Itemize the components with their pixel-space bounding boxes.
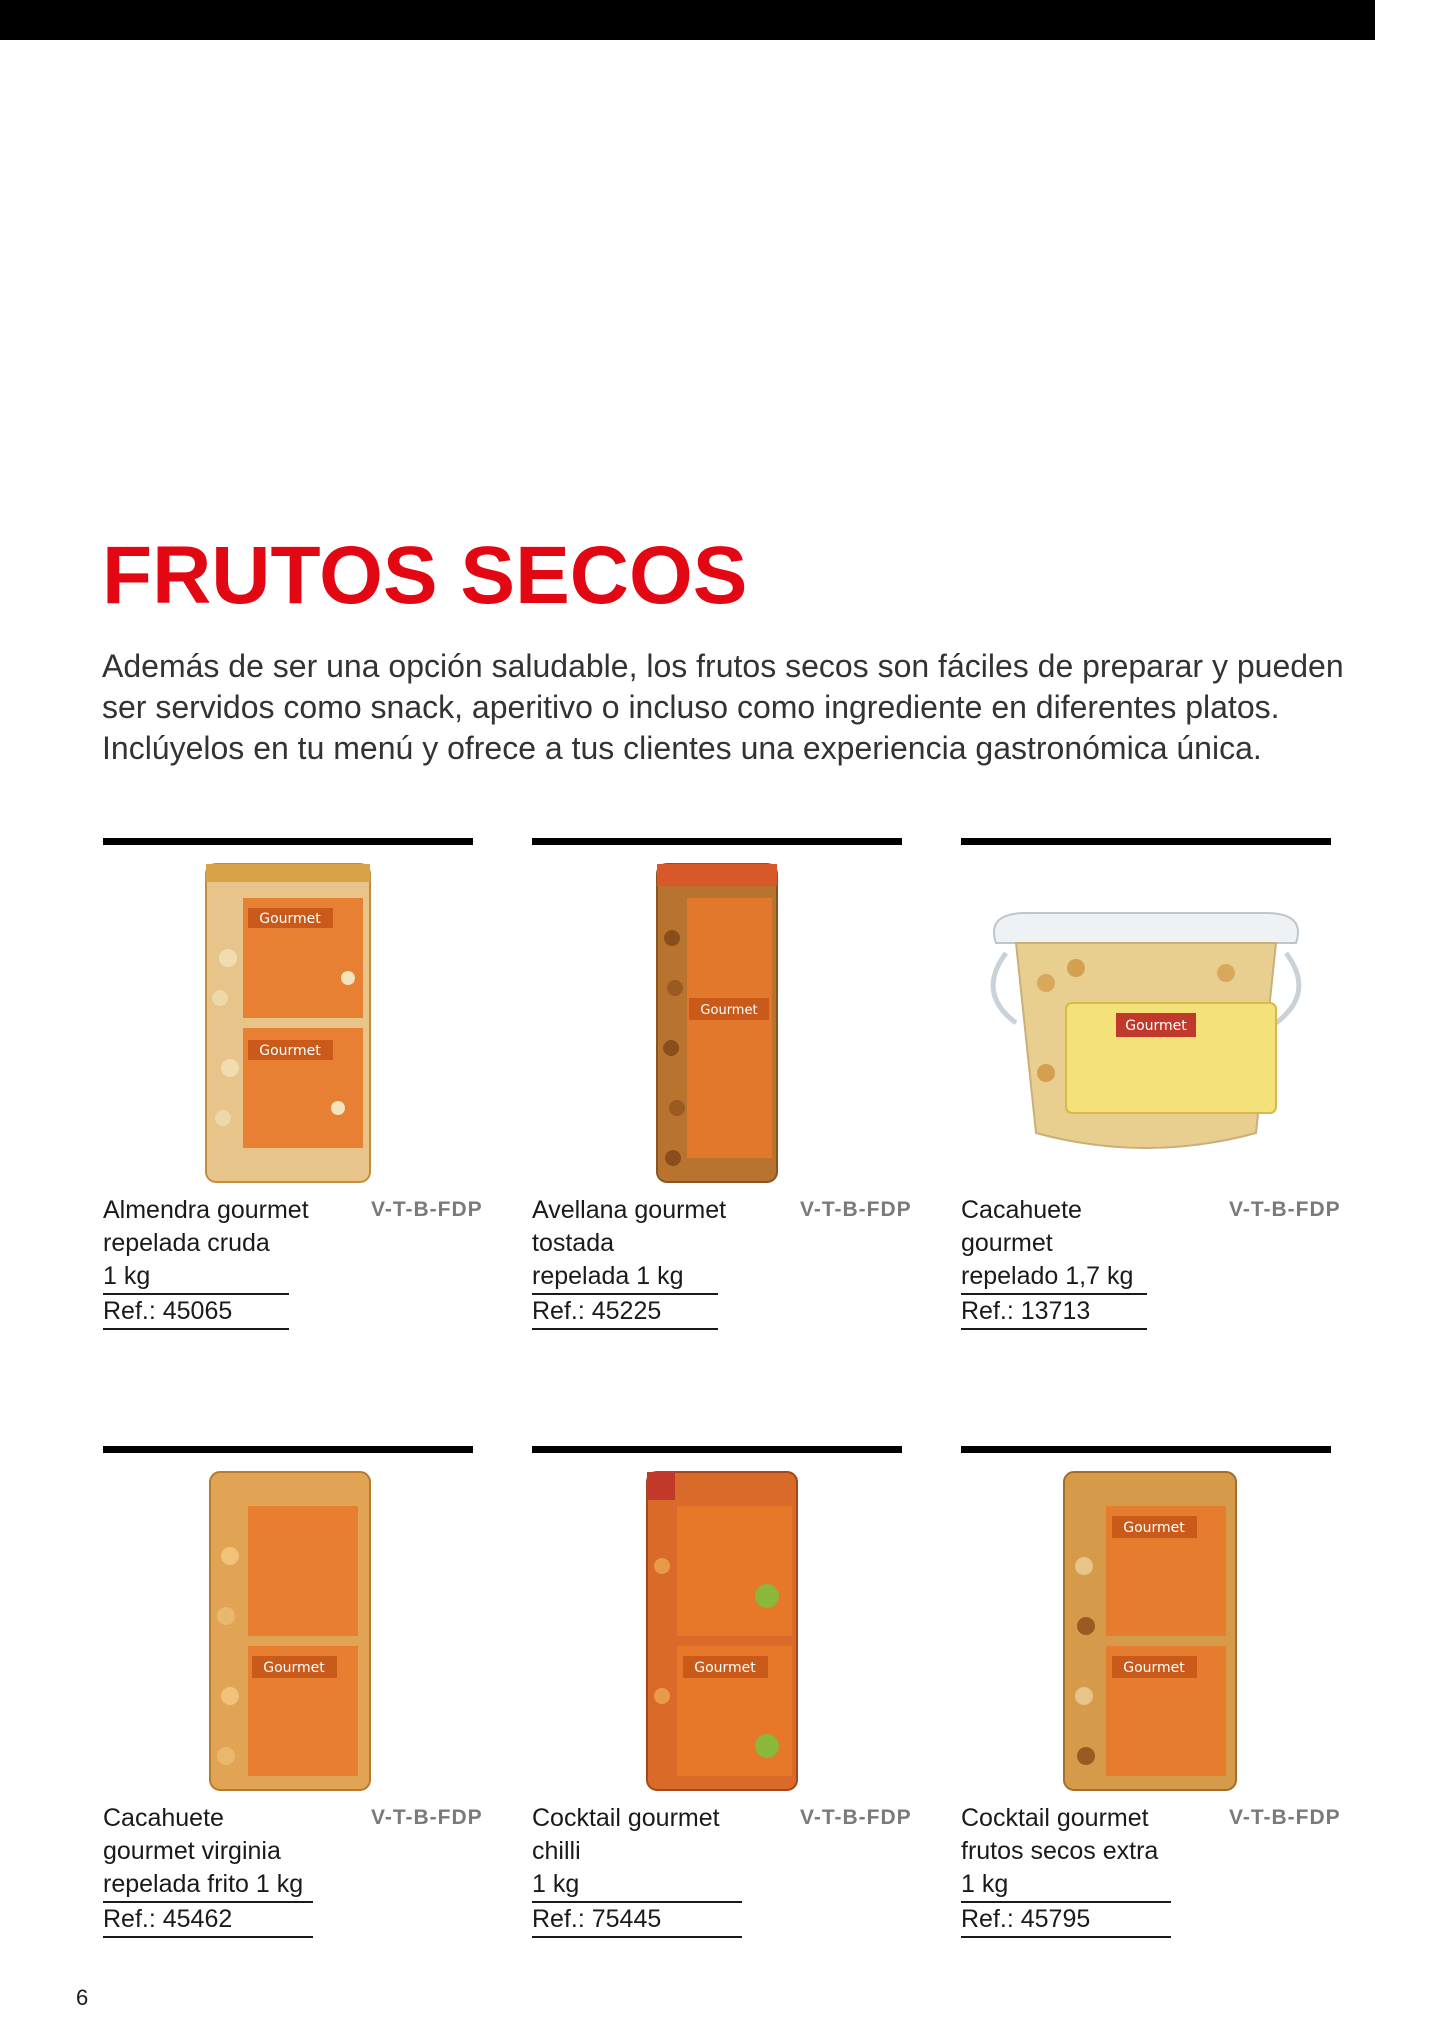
product-code: V-T-B-FDP (800, 1198, 912, 1221)
page-title: FRUTOS SECOS (102, 530, 748, 621)
product-image (532, 858, 902, 1188)
product-card-cacahuete-virginia (103, 1446, 483, 1946)
product-ref: Ref.: 13713 (961, 1295, 1147, 1330)
card-rule (103, 838, 473, 845)
card-rule (961, 838, 1331, 845)
product-image (103, 858, 473, 1188)
product-code: V-T-B-FDP (371, 1806, 483, 1829)
product-code: V-T-B-FDP (1229, 1198, 1341, 1221)
product-ref: Ref.: 75445 (532, 1903, 742, 1938)
product-name: Cacahuete gourmet repelado 1,7 kg Ref.: 13713 (961, 1194, 1201, 1330)
product-card-cocktail-chilli (532, 1446, 912, 1946)
product-image (103, 1466, 473, 1796)
card-rule (961, 1446, 1331, 1453)
svg-text:Gourmet: Gourmet (263, 1660, 325, 1676)
product-name: Cocktail gourmet chilli 1 kg Ref.: 75445 (532, 1802, 772, 1938)
page-number: 6 (76, 1985, 89, 2010)
package-bag-image (188, 1466, 388, 1796)
svg-text:Gourmet: Gourmet (700, 1003, 758, 1018)
product-code: V-T-B-FDP (800, 1806, 912, 1829)
product-code: V-T-B-FDP (371, 1198, 483, 1221)
product-image (532, 1466, 902, 1796)
card-rule (532, 838, 902, 845)
product-name: Cacahuete gourmet virginia repelada frito 1 kg Ref.: 45462 (103, 1802, 343, 1938)
product-ref: Ref.: 45065 (103, 1295, 289, 1330)
product-card-cocktail-extra (961, 1446, 1341, 1946)
product-name: Cocktail gourmet frutos secos extra 1 kg Ref.: 45795 (961, 1802, 1201, 1938)
product-image (961, 858, 1331, 1188)
product-ref: Ref.: 45225 (532, 1295, 718, 1330)
package-bag-image (1046, 1466, 1246, 1796)
package-bag-image (617, 1466, 817, 1796)
svg-text:Gourmet: Gourmet (1123, 1520, 1185, 1536)
svg-text:Gourmet: Gourmet (694, 1660, 756, 1676)
package-bag-image (188, 858, 388, 1188)
card-rule (532, 1446, 902, 1453)
product-ref: Ref.: 45795 (961, 1903, 1171, 1938)
product-image (961, 1466, 1331, 1796)
product-name: Almendra gourmet repelada cruda 1 kg Ref.: 45065 (103, 1194, 343, 1330)
product-card-almendra (103, 838, 483, 1338)
product-code: V-T-B-FDP (1229, 1806, 1341, 1829)
product-ref: Ref.: 45462 (103, 1903, 313, 1938)
card-rule (103, 1446, 473, 1453)
svg-text:Gourmet: Gourmet (259, 1043, 321, 1059)
package-bag-image (627, 858, 807, 1188)
product-name: Avellana gourmet tostada repelada 1 kg Ref.: 45225 (532, 1194, 772, 1330)
package-tub-image (976, 873, 1316, 1173)
svg-text:Gourmet: Gourmet (259, 911, 321, 927)
svg-text:Gourmet: Gourmet (1125, 1018, 1187, 1034)
svg-text:Gourmet: Gourmet (1123, 1660, 1185, 1676)
product-card-avellana (532, 838, 912, 1338)
intro-text: Además de ser una opción saludable, los frutos secos son fáciles de preparar y pueden ser servidos como snack, aperitivo o incluso como ingrediente en diferentes platos. Inclúyelos en tu menú y ofrece a tus clientes una experiencia gastronómica única. (102, 648, 1344, 766)
product-card-cacahuete-repelado (961, 838, 1341, 1338)
top-bar (0, 0, 1375, 40)
